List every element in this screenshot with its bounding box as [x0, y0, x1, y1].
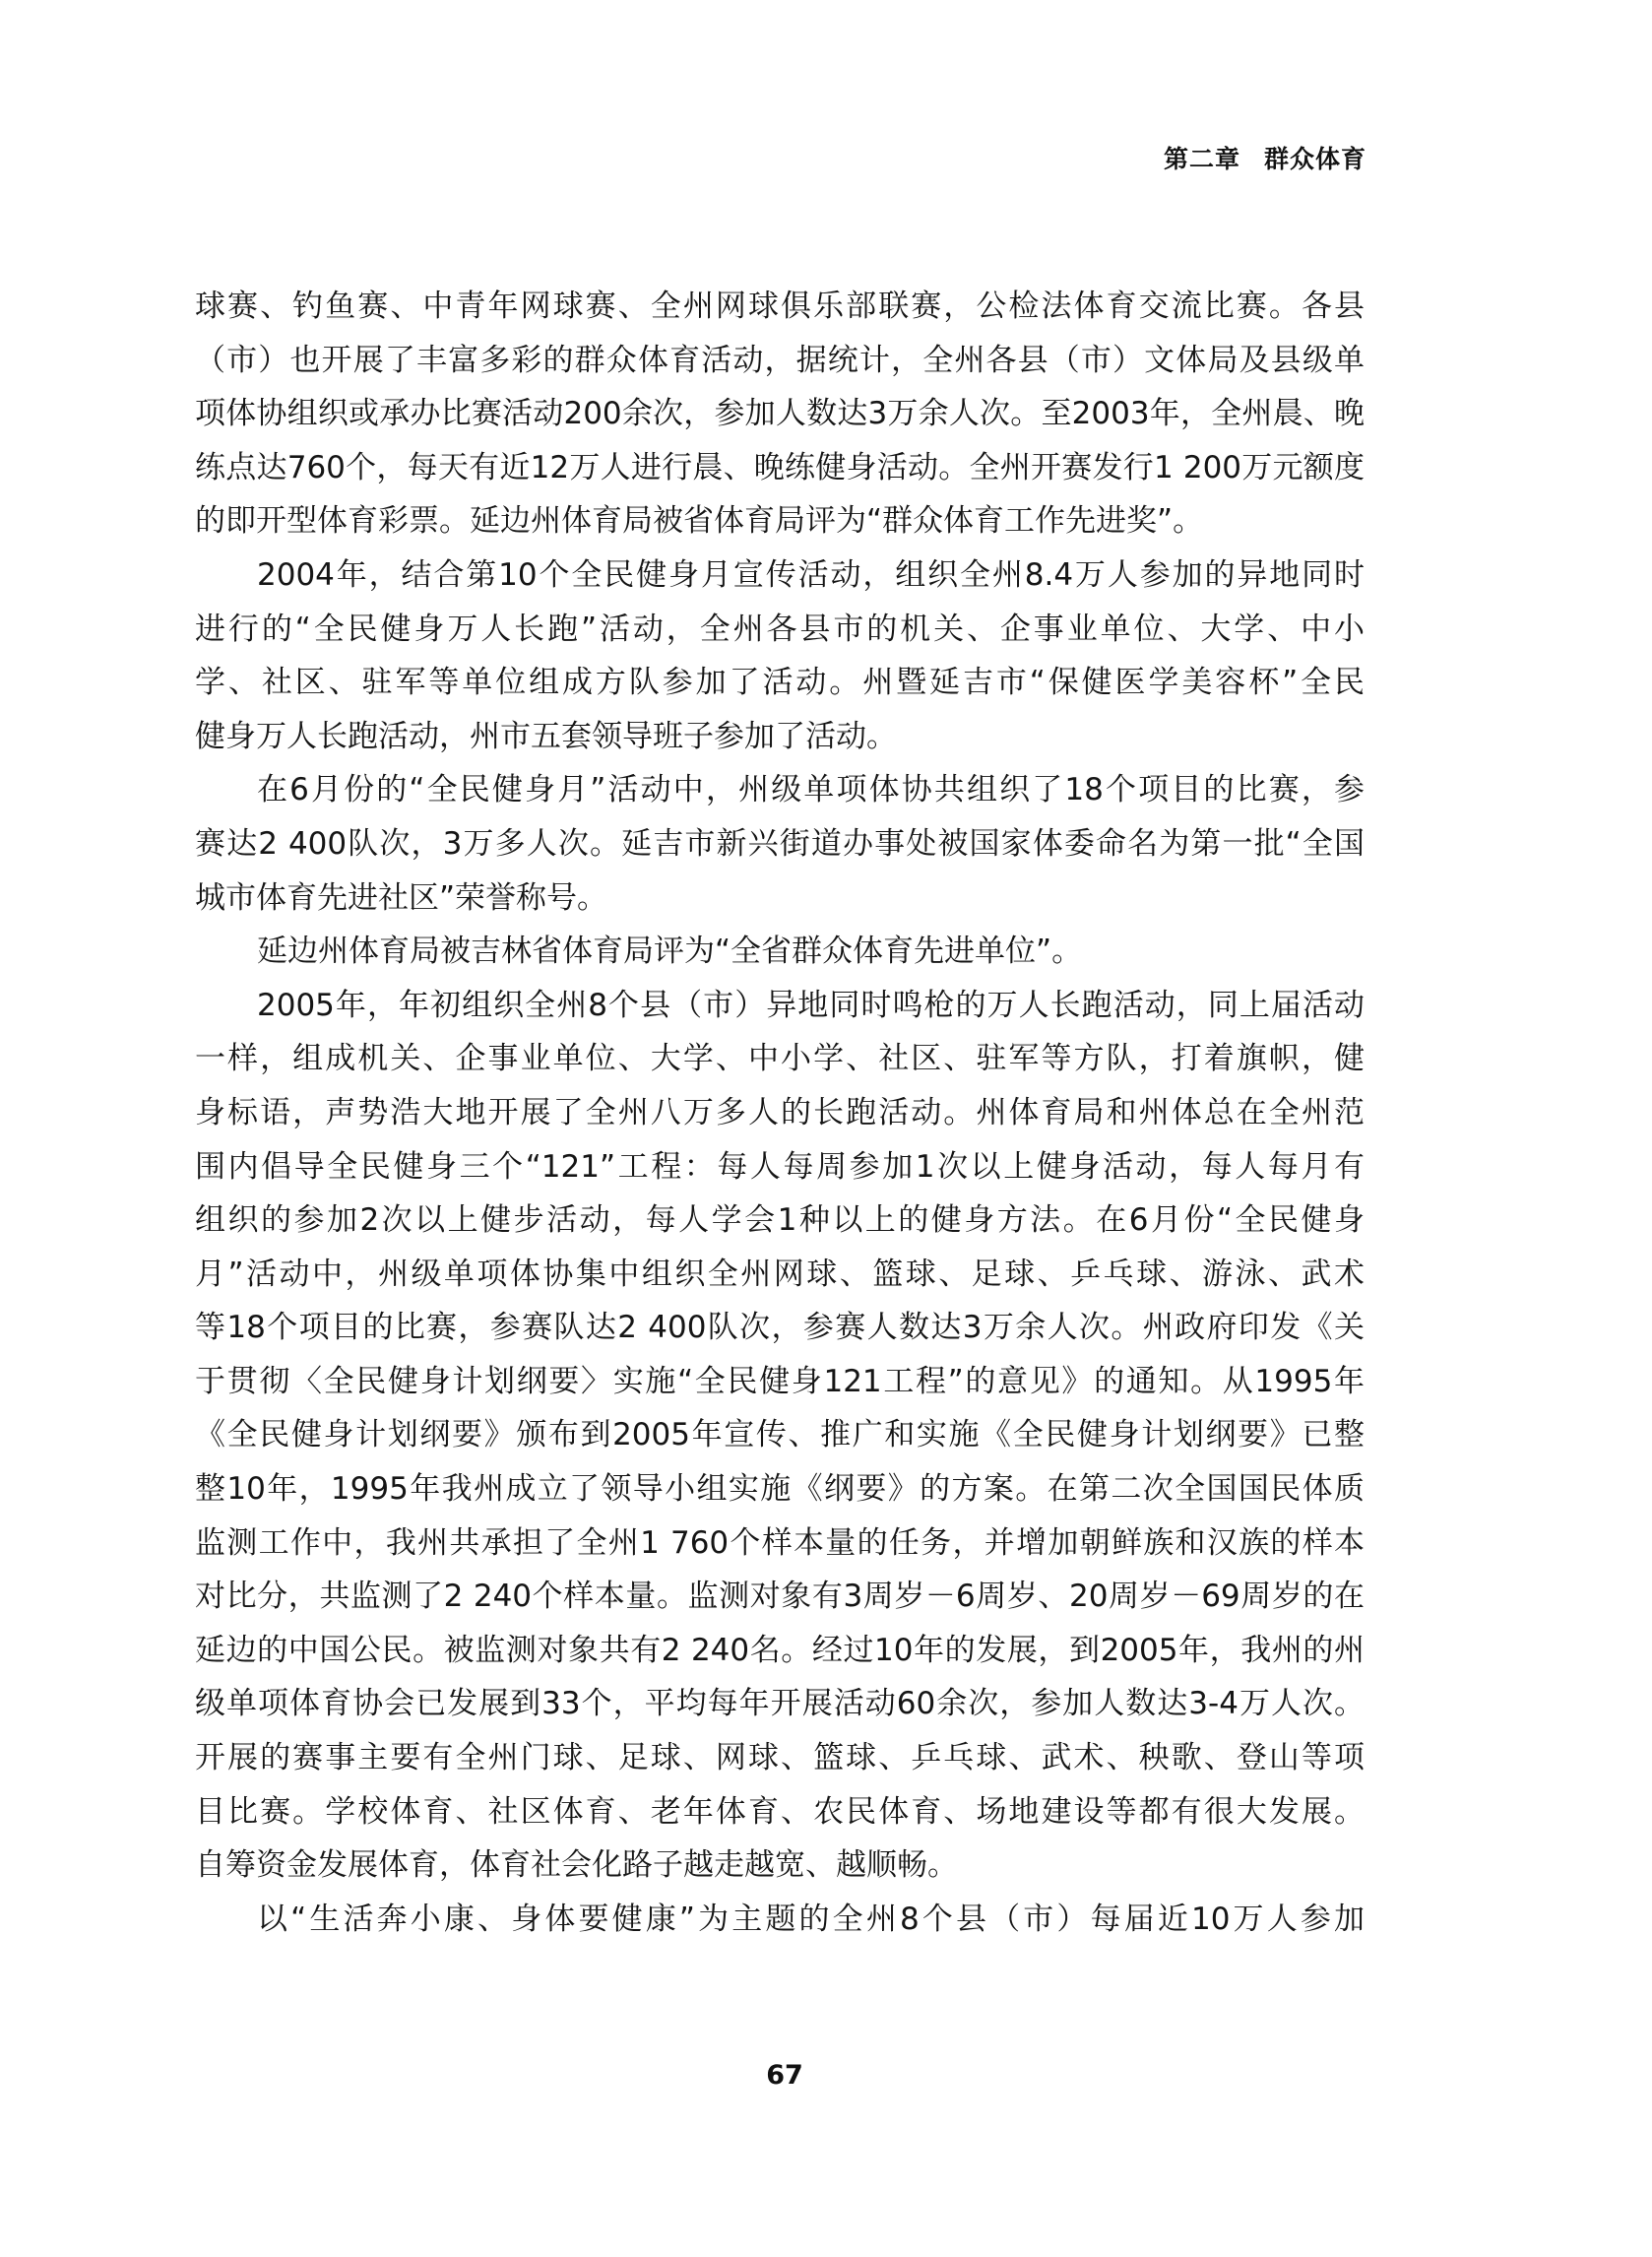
- paragraph: [195, 1893, 1365, 1947]
- paragraph: [195, 925, 1365, 979]
- text-line: 在6月份的“全民健身月”活动中，州级单项体协共组织了18个项目的比赛，参: [257, 772, 1365, 808]
- text-line: 等18个项目的比赛，参赛队达2 400队次，参赛人数达3万余人次。州政府印发《关: [195, 1310, 1365, 1346]
- text-line: 赛达2 400队次，3万多人次。延吉市新兴街道办事处被国家体委命名为第一批“全国: [195, 825, 1365, 862]
- chapter-label: 第二章: [1163, 145, 1240, 173]
- paragraph: [195, 280, 1365, 548]
- text-line: 整10年，1995年我州成立了领导小组实施《纲要》的方案。在第二次全国国民体质: [195, 1471, 1365, 1508]
- text-line: 城市体育先进社区”荣誉称号。: [195, 879, 608, 916]
- section-title: 群众体育: [1263, 145, 1366, 173]
- text-line: 练点达760个，每天有近12万人进行晨、晚练健身活动。全州开赛发行1 200万元额度: [195, 449, 1365, 485]
- paragraph: [195, 763, 1365, 925]
- text-line: 监测工作中，我州共承担了全州1 760个样本量的任务，并增加朝鲜族和汉族的样本: [195, 1524, 1365, 1561]
- text-line: 于贯彻〈全民健身计划纲要〉实施“全民健身121工程”的意见》的通知。从1995年: [195, 1363, 1365, 1399]
- text-line: 2004年，结合第10个全民健身月宣传活动，组织全州8.4万人参加的异地同时: [257, 556, 1365, 593]
- text-line: 《全民健身计划纲要》颁布到2005年宣传、推广和实施《全民健身计划纲要》已整: [195, 1417, 1365, 1453]
- text-line: 身标语，声势浩大地开展了全州八万多人的长跑活动。州体育局和州体总在全州范: [195, 1094, 1365, 1130]
- paragraph: [195, 979, 1365, 1893]
- text-line: 2005年，年初组织全州8个县（市）异地同时鸣枪的万人长跑活动，同上届活动: [257, 987, 1365, 1023]
- text-line: 延边的中国公民。被监测对象共有2 240名。经过10年的发展，到2005年，我州的州: [195, 1632, 1365, 1668]
- page-number: 67: [766, 2060, 803, 2091]
- text-line: （市）也开展了丰富多彩的群众体育活动，据统计，全州各县（市）文体局及县级单: [195, 342, 1365, 378]
- text-line: 月”活动中，州级单项体协集中组织全州网球、篮球、足球、乒乓球、游泳、武术: [195, 1256, 1365, 1292]
- text-line: 一样，组成机关、企事业单位、大学、中小学、社区、驻军等方队，打着旗帜，健: [195, 1041, 1365, 1077]
- text-line: 自筹资金发展体育，体育社会化路子越走越宽、越顺畅。: [195, 1847, 958, 1884]
- text-line: 组织的参加2次以上健步活动，每人学会1种以上的健身方法。在6月份“全民健身: [195, 1202, 1365, 1239]
- text-line: 延边州体育局被吉林省体育局评为“全省群众体育先进单位”。: [257, 934, 1083, 970]
- text-line: 级单项体育协会已发展到33个，平均每年开展活动60余次，参加人数达3-4万人次。: [195, 1686, 1365, 1722]
- text-line: 项体协组织或承办比赛活动200余次，参加人数达3万余人次。至2003年，全州晨、晚: [195, 396, 1365, 432]
- text-line: 以“生活奔小康、身体要健康”为主题的全州8个县（市）每届近10万人参加: [257, 1901, 1365, 1937]
- running-header: [1164, 140, 1366, 175]
- text-line: 围内倡导全民健身三个“121”工程：每人每周参加1次以上健身活动，每人每月有: [195, 1148, 1365, 1185]
- paragraph: [195, 548, 1365, 763]
- text-line: 进行的“全民健身万人长跑”活动，全州各县市的机关、企事业单位、大学、中小: [195, 611, 1365, 647]
- text-line: 目比赛。学校体育、社区体育、老年体育、农民体育、场地建设等都有很大发展。: [195, 1793, 1365, 1830]
- text-line: 对比分，共监测了2 240个样本量。监测对象有3周岁－6周岁、20周岁－69周岁的在: [195, 1579, 1365, 1615]
- text-line: 的即开型体育彩票。延边州体育局被省体育局评为“群众体育工作先进奖”。: [195, 503, 1204, 540]
- text-line: 开展的赛事主要有全州门球、足球、网球、篮球、乒乓球、武术、秧歌、登山等项: [195, 1740, 1365, 1776]
- body-text: [195, 280, 1365, 1946]
- text-line: 健身万人长跑活动，州市五套领导班子参加了活动。: [195, 718, 897, 754]
- text-line: 球赛、钓鱼赛、中青年网球赛、全州网球俱乐部联赛，公检法体育交流比赛。各县: [195, 289, 1365, 324]
- text-line: 学、社区、驻军等单位组成方队参加了活动。州暨延吉市“保健医学美容杯”全民: [195, 665, 1365, 701]
